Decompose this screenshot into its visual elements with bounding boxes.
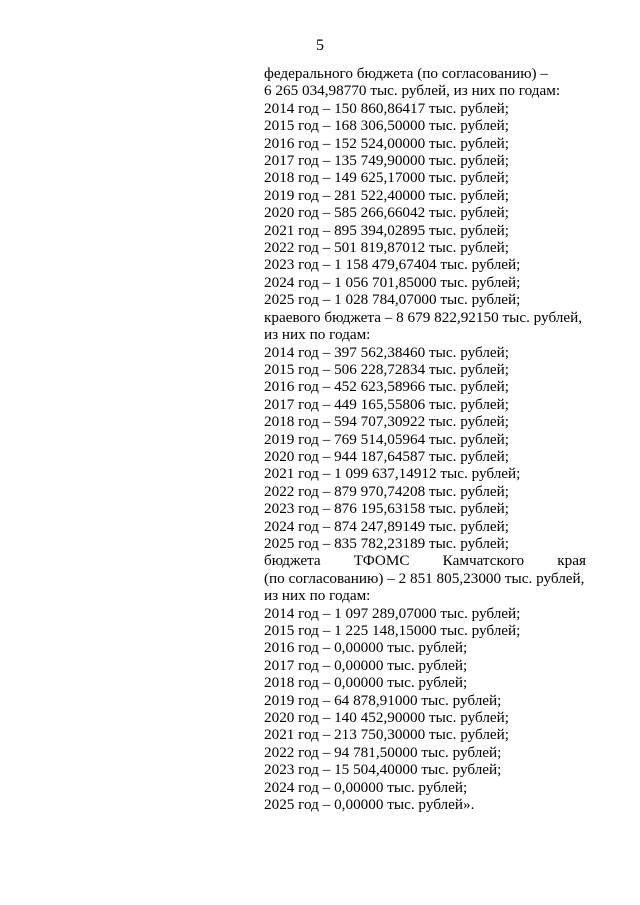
text-line: 2017 год – 135 749,90000 тыс. рублей; <box>264 152 509 170</box>
text-line: 2022 год – 879 970,74208 тыс. рублей; <box>264 482 509 500</box>
text-line: 6 265 034,98770 тыс. рублей, из них по годам: <box>264 82 561 100</box>
federal-regional-funding-lines <box>264 65 586 552</box>
text-line: 2014 год – 1 097 289,07000 тыс. рублей; <box>264 604 521 622</box>
tfoms-heading-line <box>264 552 586 569</box>
tfoms-word-3: Камчатского <box>442 552 525 570</box>
text-line: 2019 год – 64 878,91000 тыс. рублей; <box>264 691 502 709</box>
text-line: 2016 год – 452 623,58966 тыс. рублей; <box>264 378 509 396</box>
text-line: 2020 год – 585 266,66042 тыс. рублей; <box>264 204 509 222</box>
text-line: 2020 год – 944 187,64587 тыс. рублей; <box>264 447 509 465</box>
text-line: 2025 год – 835 782,23189 тыс. рублей; <box>264 534 509 552</box>
text-line: 2023 год – 1 158 479,67404 тыс. рублей; <box>264 256 521 274</box>
text-line: 2020 год – 140 452,90000 тыс. рублей; <box>264 709 509 727</box>
text-line: 2014 год – 150 860,86417 тыс. рублей; <box>264 99 509 117</box>
text-line: 2015 год – 168 306,50000 тыс. рублей; <box>264 117 509 135</box>
tfoms-word-2: ТФОМС <box>353 552 410 570</box>
text-line: 2025 год – 0,00000 тыс. рублей». <box>264 796 475 814</box>
text-line: 2024 год – 0,00000 тыс. рублей; <box>264 778 468 796</box>
text-line: 2015 год – 506 228,72834 тыс. рублей; <box>264 360 509 378</box>
tfoms-funding-lines <box>264 570 586 814</box>
text-line: 2021 год – 1 099 637,14912 тыс. рублей; <box>264 465 521 483</box>
text-line: из них по годам: <box>264 587 371 605</box>
tfoms-word-4: края <box>557 552 586 570</box>
text-line: 2024 год – 874 247,89149 тыс. рублей; <box>264 517 509 535</box>
text-line: 2021 год – 213 750,30000 тыс. рублей; <box>264 726 509 744</box>
text-line: 2016 год – 0,00000 тыс. рублей; <box>264 639 468 657</box>
text-line: (по согласованию) – 2 851 805,23000 тыс. рублей, <box>264 569 585 587</box>
funding-text-block <box>264 65 586 813</box>
text-line: 2018 год – 0,00000 тыс. рублей; <box>264 674 468 692</box>
text-line: 2015 год – 1 225 148,15000 тыс. рублей; <box>264 622 521 639</box>
text-line: 2014 год – 397 562,38460 тыс. рублей; <box>264 343 509 361</box>
text-line: 2017 год – 449 165,55806 тыс. рублей; <box>264 395 509 413</box>
text-line: 2021 год – 895 394,02895 тыс. рублей; <box>264 221 509 239</box>
tfoms-word-1: бюджета <box>264 552 321 570</box>
text-line: 2025 год – 1 028 784,07000 тыс. рублей; <box>264 291 521 309</box>
text-line: краевого бюджета – 8 679 822,92150 тыс. рублей, <box>264 308 583 326</box>
page-number: 5 <box>316 37 324 54</box>
text-line: 2016 год – 152 524,00000 тыс. рублей; <box>264 134 509 152</box>
text-line: 2018 год – 594 707,30922 тыс. рублей; <box>264 413 509 431</box>
text-line: 2018 год – 149 625,17000 тыс. рублей; <box>264 169 509 187</box>
text-line: 2017 год – 0,00000 тыс. рублей; <box>264 656 468 674</box>
text-line: 2022 год – 94 781,50000 тыс. рублей; <box>264 743 502 761</box>
text-line: 2023 год – 876 195,63158 тыс. рублей; <box>264 500 509 518</box>
text-line: 2019 год – 769 514,05964 тыс. рублей; <box>264 430 509 448</box>
text-line: 2024 год – 1 056 701,85000 тыс. рублей; <box>264 273 521 291</box>
text-line: 2019 год – 281 522,40000 тыс. рублей; <box>264 186 509 204</box>
text-line: из них по годам: <box>264 326 371 344</box>
text-line: 2023 год – 15 504,40000 тыс. рублей; <box>264 761 502 779</box>
text-line: 2022 год – 501 819,87012 тыс. рублей; <box>264 239 509 257</box>
text-line: федерального бюджета (по согласованию) – <box>264 65 548 82</box>
